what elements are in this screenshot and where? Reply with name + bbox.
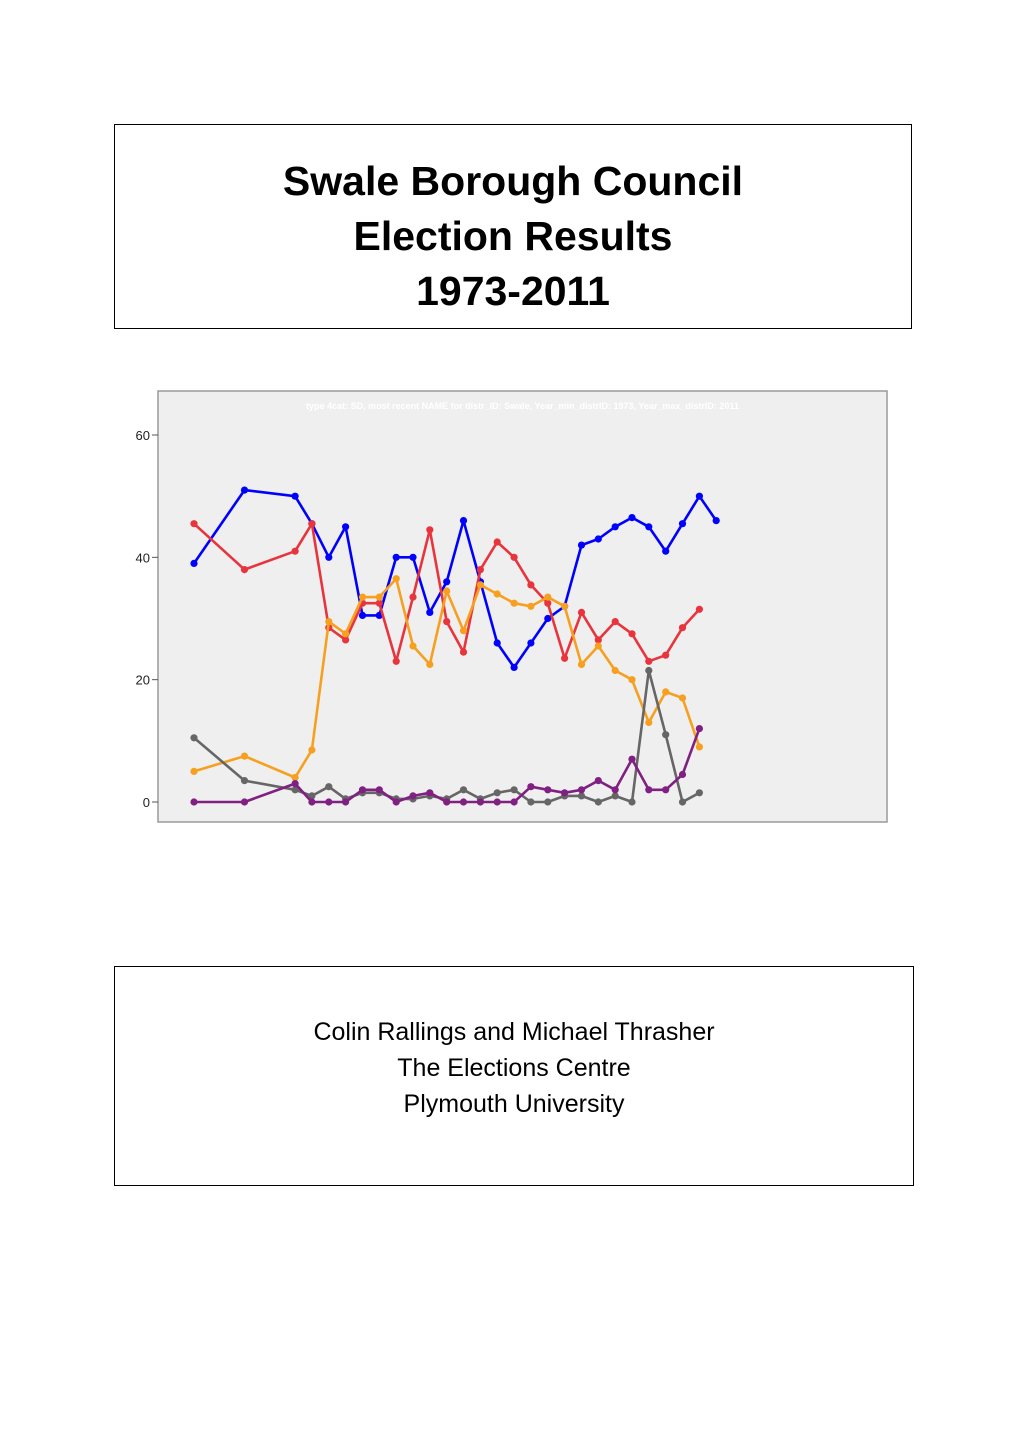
data-point xyxy=(393,658,400,665)
data-point xyxy=(662,652,669,659)
data-point xyxy=(190,798,197,805)
data-point xyxy=(696,493,703,500)
data-point xyxy=(544,786,551,793)
data-point xyxy=(662,731,669,738)
y-tick-label: 0 xyxy=(142,795,150,810)
data-point xyxy=(342,523,349,530)
data-point xyxy=(561,655,568,662)
data-point xyxy=(241,753,248,760)
data-point xyxy=(376,786,383,793)
y-tick-label: 60 xyxy=(135,428,150,443)
data-point xyxy=(409,594,416,601)
data-point xyxy=(511,600,518,607)
data-point xyxy=(342,630,349,637)
title-box xyxy=(114,124,912,329)
data-point xyxy=(679,624,686,631)
title-council: Swale Borough Council xyxy=(282,158,744,204)
vote-share-chart xyxy=(128,388,890,826)
data-point xyxy=(443,587,450,594)
data-point xyxy=(443,798,450,805)
data-point xyxy=(359,786,366,793)
data-point xyxy=(612,667,619,674)
data-point xyxy=(241,566,248,573)
chart-svg xyxy=(128,388,890,826)
data-point xyxy=(544,798,551,805)
data-point xyxy=(511,664,518,671)
data-point xyxy=(190,734,197,741)
data-point xyxy=(595,777,602,784)
data-point xyxy=(511,786,518,793)
data-point xyxy=(645,523,652,530)
data-point xyxy=(460,649,467,656)
data-point xyxy=(645,667,652,674)
data-point xyxy=(527,639,534,646)
credit-centre: The Elections Centre xyxy=(397,1054,631,1082)
data-point xyxy=(595,535,602,542)
data-point xyxy=(662,786,669,793)
data-point xyxy=(325,554,332,561)
data-point xyxy=(612,523,619,530)
data-point xyxy=(494,798,501,805)
data-point xyxy=(527,798,534,805)
data-point xyxy=(561,789,568,796)
data-point xyxy=(292,493,299,500)
plot-area xyxy=(158,391,887,822)
data-point xyxy=(325,798,332,805)
data-point xyxy=(393,575,400,582)
data-point xyxy=(460,517,467,524)
data-point xyxy=(494,789,501,796)
data-point xyxy=(393,798,400,805)
y-tick-label: 20 xyxy=(135,672,150,688)
data-point xyxy=(628,798,635,805)
data-point xyxy=(409,554,416,561)
data-point xyxy=(325,618,332,625)
data-point xyxy=(527,603,534,610)
data-point xyxy=(241,487,248,494)
data-point xyxy=(628,756,635,763)
data-point xyxy=(426,661,433,668)
data-point xyxy=(578,786,585,793)
data-point xyxy=(393,554,400,561)
data-point xyxy=(241,777,248,784)
data-point xyxy=(409,642,416,649)
title-subject: Election Results xyxy=(353,213,673,259)
data-point xyxy=(477,798,484,805)
data-point xyxy=(628,676,635,683)
data-point xyxy=(342,798,349,805)
data-point xyxy=(241,798,248,805)
data-point xyxy=(460,786,467,793)
data-point xyxy=(325,783,332,790)
data-point xyxy=(679,771,686,778)
data-point xyxy=(308,520,315,527)
data-point xyxy=(511,798,518,805)
data-point xyxy=(527,581,534,588)
data-point xyxy=(612,786,619,793)
data-point xyxy=(645,719,652,726)
data-point xyxy=(359,594,366,601)
data-point xyxy=(578,661,585,668)
data-point xyxy=(645,658,652,665)
data-point xyxy=(628,514,635,521)
data-point xyxy=(308,798,315,805)
data-point xyxy=(477,566,484,573)
title-years: 1973-2011 xyxy=(416,268,610,314)
data-point xyxy=(612,618,619,625)
data-point xyxy=(696,725,703,732)
data-point xyxy=(292,548,299,555)
data-point xyxy=(190,560,197,567)
data-point xyxy=(190,768,197,775)
data-point xyxy=(628,630,635,637)
data-point xyxy=(527,783,534,790)
data-point xyxy=(645,786,652,793)
data-point xyxy=(679,798,686,805)
data-point xyxy=(578,609,585,616)
data-point xyxy=(426,789,433,796)
credit-authors: Colin Rallings and Michael Thrasher xyxy=(313,1018,715,1046)
credits-box xyxy=(114,966,914,1186)
data-point xyxy=(679,694,686,701)
y-tick-label: 40 xyxy=(135,550,150,566)
data-point xyxy=(494,538,501,545)
data-point xyxy=(511,554,518,561)
data-point xyxy=(190,520,197,527)
data-point xyxy=(679,520,686,527)
data-point xyxy=(409,792,416,799)
data-point xyxy=(696,743,703,750)
data-point xyxy=(494,639,501,646)
data-point xyxy=(544,594,551,601)
data-point xyxy=(426,526,433,533)
data-point xyxy=(578,542,585,549)
data-point xyxy=(662,688,669,695)
data-point xyxy=(494,590,501,597)
data-point xyxy=(376,594,383,601)
data-point xyxy=(595,642,602,649)
data-point xyxy=(696,606,703,613)
data-point xyxy=(460,627,467,634)
data-point xyxy=(561,603,568,610)
credit-university: Plymouth University xyxy=(403,1090,625,1118)
data-point xyxy=(595,798,602,805)
data-point xyxy=(443,578,450,585)
data-point xyxy=(292,780,299,787)
data-point xyxy=(359,612,366,619)
data-point xyxy=(713,517,720,524)
data-point xyxy=(696,789,703,796)
data-point xyxy=(477,581,484,588)
chart-title: type 4cat: SD, most recent NAME for distr_ID: Swale, Year_min_distrID: 1973, Year_max_distrID: 2011 xyxy=(306,401,739,411)
data-point xyxy=(544,615,551,622)
data-point xyxy=(308,746,315,753)
data-point xyxy=(426,609,433,616)
data-point xyxy=(443,618,450,625)
data-point xyxy=(662,548,669,555)
data-point xyxy=(460,798,467,805)
